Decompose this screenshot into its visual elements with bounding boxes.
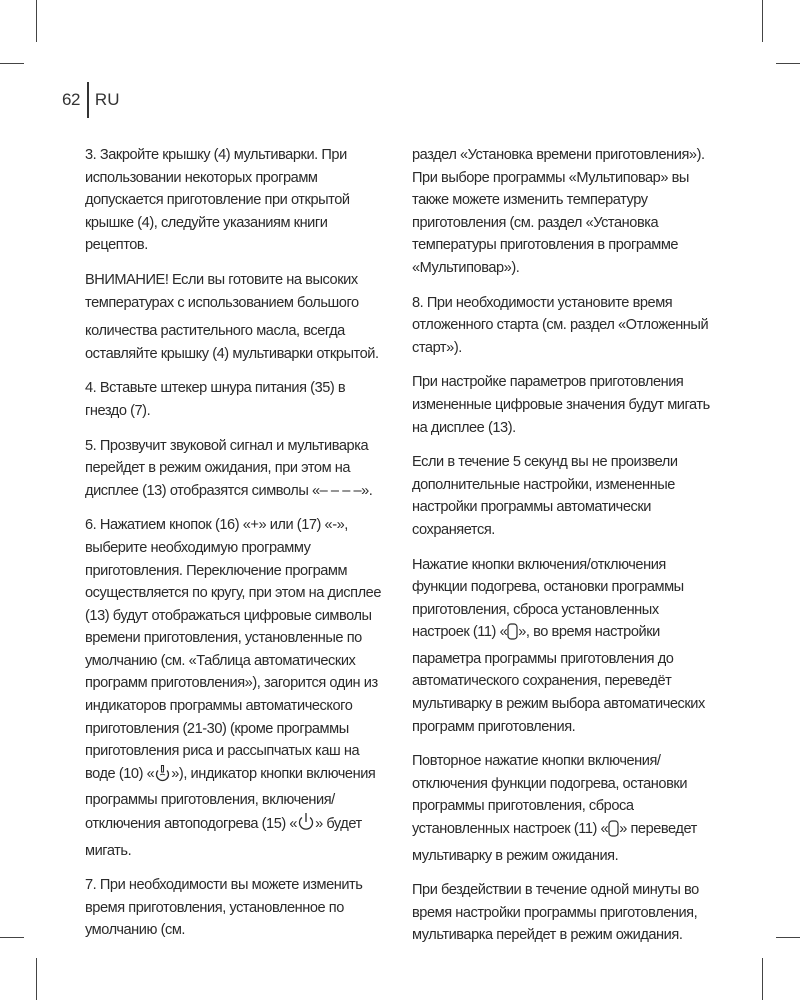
crop-mark-bottom-left-horizontal bbox=[0, 937, 24, 938]
step-6-text-b: »), индикатор кнопки включения программы приготовления, включения/отключения автоподогрева (15) « bbox=[85, 765, 376, 833]
crop-mark-bottom-right-horizontal bbox=[776, 937, 800, 938]
paragraph-warning: ВНИМАНИЕ! Если вы готовите на высоких температурах с использованием большого bbox=[85, 271, 359, 311]
step-6-text-c: » будет мигать. bbox=[85, 816, 362, 859]
paragraph-step-3: 3. Закройте крышку (4) мультиварки. При использовании некоторых программ допускается приготовление при открытой крышке (4), следуйте указаниям книги рецептов. bbox=[85, 147, 350, 254]
cancel-button-icon bbox=[507, 623, 518, 648]
left-column bbox=[85, 144, 385, 954]
paragraph-warning-continued: количества растительного масла, всегда оставляйте крышку (4) мультиварки открытой. bbox=[85, 323, 379, 362]
paragraph-step-5: 5. Прозвучит звуковой сигнал и мультиварка перейдет в режим ожидания, при этом на дисплее (13) отобразятся символы «– – – –». bbox=[85, 437, 373, 499]
paragraph-autosave: Если в течение 5 секунд вы не произвели дополнительные настройки, измененные настройки программы автоматически сохраняется. bbox=[412, 454, 678, 538]
paragraph-step-4: 4. Вставьте штекер шнура питания (35) в гнездо (7). bbox=[85, 380, 346, 419]
paragraph-step-6 bbox=[85, 514, 385, 862]
header-divider bbox=[87, 82, 89, 118]
crop-mark-top-right-horizontal bbox=[776, 63, 800, 64]
language-label: RU bbox=[94, 90, 120, 109]
crop-mark-top-right-vertical bbox=[762, 0, 763, 42]
paragraph-idle-timeout: При бездействии в течение одной минуты во время настройки программы приготовления, мультиварка перейдет в режим ожидания. bbox=[412, 882, 699, 944]
cancel-text-b: », во время настройки параметра программы приготовления до автоматического сохранения, переведёт мультиварку в режим выбора автоматических программ приготовления. bbox=[412, 624, 705, 735]
page-header bbox=[62, 82, 119, 118]
paragraph-cancel-button bbox=[412, 554, 714, 739]
crop-mark-bottom-left-vertical bbox=[36, 958, 37, 1000]
crop-mark-top-left-horizontal bbox=[0, 63, 24, 64]
right-column bbox=[412, 144, 714, 959]
paragraph-settings-blink: При настройке параметров приготовления измененные цифровые значения будут мигать на дисплее (13). bbox=[412, 374, 710, 436]
power-icon bbox=[297, 812, 315, 840]
repeat-text-a: Повторное нажатие кнопки включения/отключения функции подогрева, остановки программы приготовления, сброса установленных настроек (11) « bbox=[412, 753, 688, 838]
paragraph-repeat-press bbox=[412, 750, 714, 867]
paragraph-step-7: 7. При необходимости вы можете изменить время приготовления, установленное по умолчанию (см. bbox=[85, 877, 363, 939]
paragraph-step-8: 8. При необходимости установите время отложенного старта (см. раздел «Отложенный старт»). bbox=[412, 294, 709, 356]
step-6-text-a: 6. Нажатием кнопок (16) «+» или (17) «-», выберите необходимую программу приготовления. Переключение программ осуществляется по кругу, при этом на дисплее (13) будут отображаться цифровые символы времени приготовления, установленные по умолчанию (см. «Таблица автоматических программ приготовления»), загорится один из индикаторов программы автоматического приготовления (21-30) (кроме программы приготовления риса и рассыпчатых каш на воде (10) « bbox=[85, 517, 381, 782]
repeat-text-b: » переведет мультиварку в режим ожидания. bbox=[412, 821, 697, 864]
crop-mark-bottom-right-vertical bbox=[762, 958, 763, 1000]
paragraph-step-7-continued: раздел «Установка времени приготовления»). При выборе программы «Мультиповар» вы также можете изменить температуру приготовления (см. раздел «Установка температуры приготовления в программе «Мультиповар»). bbox=[412, 147, 705, 276]
cancel-text-a: Нажатие кнопки включения/отключения функции подогрева, остановки программы приготовления, сброса установленных настроек (11) « bbox=[412, 556, 684, 641]
cancel-button-icon bbox=[608, 820, 619, 845]
rice-program-icon bbox=[154, 764, 171, 790]
crop-mark-top-left-vertical bbox=[36, 0, 37, 42]
page-number: 62 bbox=[62, 90, 80, 109]
